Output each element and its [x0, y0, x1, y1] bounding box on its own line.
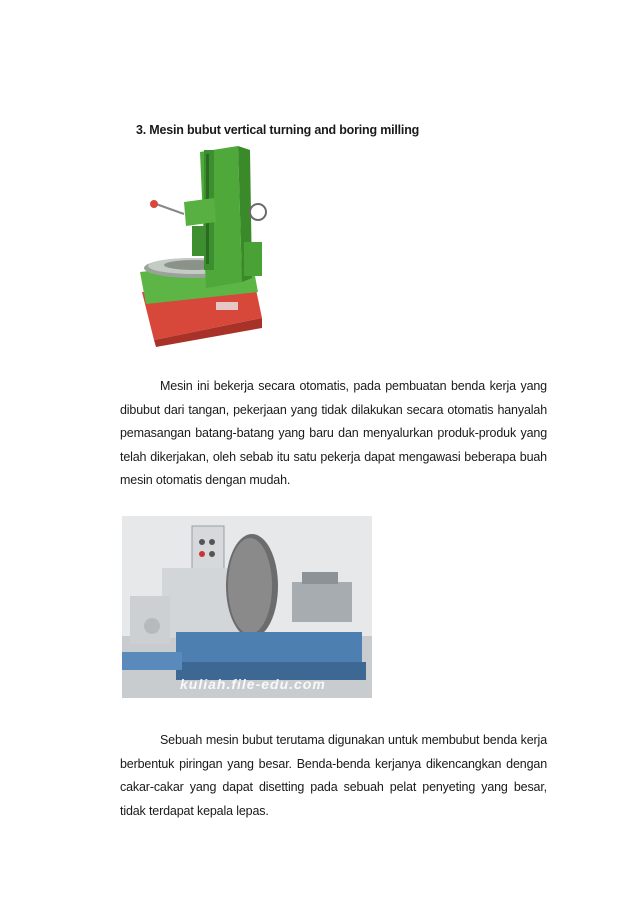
section-3-paragraph [120, 375, 547, 493]
section-3-heading: 3. Mesin bubut vertical turning and boring milling [136, 123, 420, 137]
facing-lathe-image [122, 516, 372, 698]
vertical-turning-machine-image [134, 142, 278, 347]
section-4-paragraph-text: Sebuah mesin bubut terutama digunakan untuk membubut benda kerja berbentuk piringan yang besar. Benda-benda kerjanya dikencangkan dengan cakar-cakar yang dapat disetting pada sebuah pelat penyeting yang besar, tidak terdapat kepala lepas. [120, 733, 547, 818]
section-4-paragraph [120, 729, 547, 823]
image-watermark: kuliah.file-edu.com [180, 676, 326, 692]
section-3-paragraph-text: Mesin ini bekerja secara otomatis, pada pembuatan benda kerja yang dibubut dari tangan, pekerjaan yang tidak dilakukan secara otomatis hanyalah pemasangan batang-batang yang baru dan menyalurkan produk-produk yang telah dikerjakan, oleh sebab itu satu pekerja dapat mengawasi beberapa buah mesin otomatis dengan mudah. [120, 379, 547, 487]
